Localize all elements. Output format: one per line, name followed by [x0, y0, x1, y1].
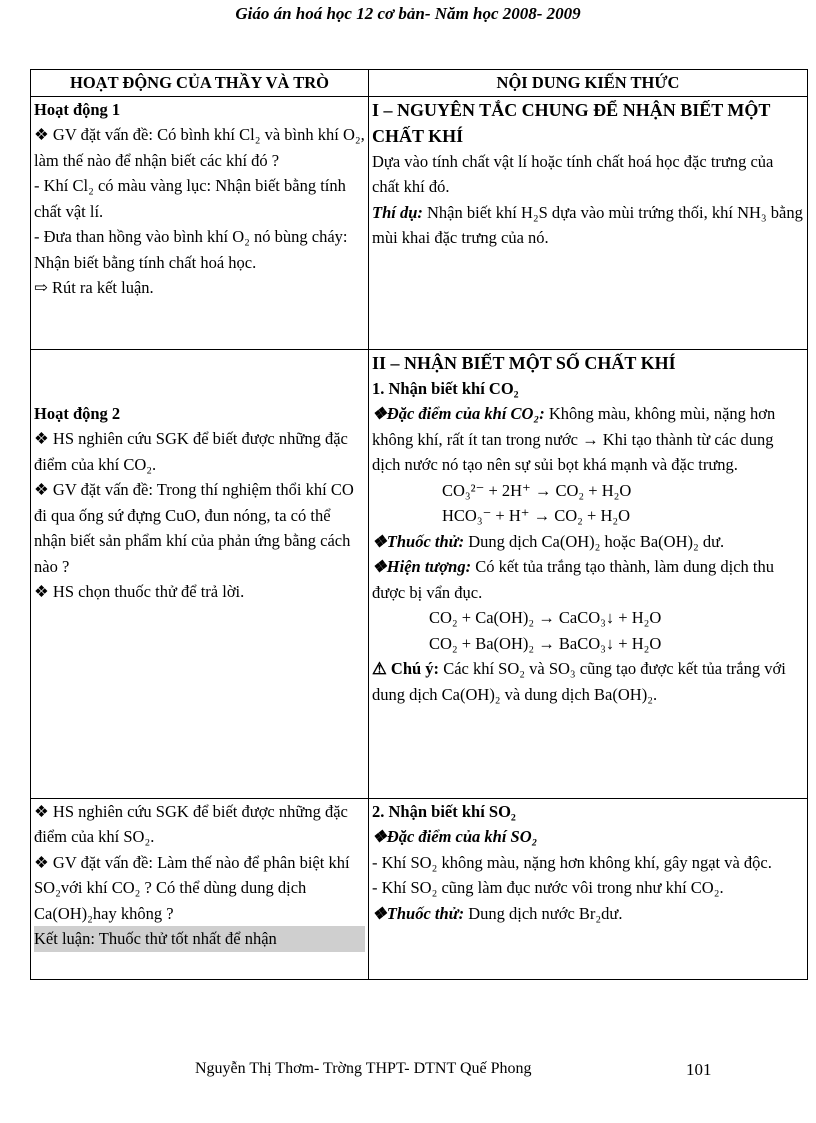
table-row — [31, 349, 808, 798]
so2-features-label: ❖Đặc điểm của khí SO₂ — [372, 827, 538, 846]
row1-left-line: ❖ GV đặt vấn đề: Có bình khí Cl₂ và bình khí O₂, làm thế nào để nhận biết các khí đó ? — [34, 125, 365, 170]
reagent-label: ❖Thuốc thử: — [372, 531, 465, 551]
features-text: Không màu, không mùi, nặng hơn không khí, rất ít tan trong nước → Khi tạo thành từ các dung dịch nước nó tạo nên sự sủi bọt khá mạnh và đặc trưng. — [372, 404, 776, 474]
equation: CO₂ + Ba(OH)₂ → BaCO₃↓ + H₂O — [429, 633, 662, 653]
phenomenon-label: ❖Hiện tượng: — [372, 557, 472, 576]
example-text: Nhận biết khí H₂S dựa vào mùi trứng thối, khí NH₃ bằng mùi khai đặc trưng của nó. — [372, 202, 803, 247]
so2-line: - Khí SO₂ cũng làm đục nước vôi trong như khí CO₂. — [372, 878, 724, 897]
lesson-table — [30, 69, 808, 980]
row3-right-cell — [369, 798, 808, 979]
row2-right-cell — [369, 349, 808, 798]
row1-left-cell — [31, 96, 369, 349]
co2-reagent — [372, 529, 804, 555]
page-header: Giáo án hoá học 12 cơ bản- Năm học 2008- 2009 — [235, 4, 581, 23]
spacer — [34, 350, 365, 401]
row2-left-line: ❖ HS chọn thuốc thử để trả lời. — [34, 582, 245, 601]
row3-left-cell — [31, 798, 369, 979]
subsection-so2-title: 2. Nhận biết khí SO₂ — [372, 801, 516, 821]
section-2-title: II – NHẬN BIẾT MỘT SỐ CHẤT KHÍ — [372, 352, 676, 373]
column-header-activities: HOẠT ĐỘNG CỦA THẦY VÀ TRÒ — [31, 70, 369, 97]
activity-1-title: Hoạt động 1 — [34, 99, 121, 119]
activity-2-title: Hoạt động 2 — [34, 403, 121, 423]
example-label: Thí dụ: — [372, 202, 423, 222]
so2-reagent — [372, 901, 804, 927]
row1-right-cell — [369, 96, 808, 349]
row1-left-line: - Đưa than hồng vào bình khí O₂ nó bùng cháy: Nhận biết bằng tính chất hoá học. — [34, 227, 348, 272]
note-label: ⚠ Chú ý: — [372, 659, 440, 678]
section-1-title: I – NGUYÊN TẮC CHUNG ĐỂ NHẬN BIẾT MỘT CHẤT KHÍ — [372, 99, 771, 146]
row1-right-paragraph: Dựa vào tính chất vật lí hoặc tính chất hoá học đặc trưng của chất khí đó. — [372, 151, 774, 196]
column-header-content: NỘI DUNG KIẾN THỨC — [369, 70, 808, 97]
equation: HCO₃⁻ + H⁺ → CO₂ + H₂O — [442, 506, 631, 525]
page-number: 101 — [686, 1060, 712, 1079]
row3-left-line: ❖ GV đặt vấn đề: Làm thế nào để phân biệt khí SO₂với khí CO₂ ? Có thể dùng dung dịch Ca(OH)₂hay không ? — [34, 852, 350, 923]
conclusion-highlight: Kết luận: Thuốc thử tốt nhất để nhận — [34, 926, 365, 952]
co2-phenomenon — [372, 554, 804, 605]
row1-left-line: - Khí Cl₂ có màu vàng lục: Nhận biết bằng tính chất vật lí. — [34, 176, 346, 221]
phenomenon-text: Có kết tủa trắng tạo thành, làm dung dịch thu được bị vẩn đục. — [372, 557, 774, 602]
page-footer: Nguyễn Thị Thơm- Trờng THPT- DTNT Quế Phong — [195, 1060, 532, 1077]
row2-left-line: ❖ HS nghiên cứu SGK để biết được những đặc điểm của khí CO₂. — [34, 429, 348, 474]
row1-left-line: ⇨ Rút ra kết luận. — [34, 278, 154, 297]
row2-left-cell — [31, 349, 369, 798]
row3-left-line: ❖ HS nghiên cứu SGK để biết được những đặc điểm của khí SO₂. — [34, 801, 348, 846]
example-paragraph — [372, 200, 804, 251]
table-row — [31, 96, 808, 349]
note-text: Các khí SO₂ và SO₃ cũng tạo được kết tủa trắng với dung dịch Ca(OH)₂ và dung dịch Ba(OH)₂. — [372, 659, 786, 704]
reagent-label: ❖Thuốc thử: — [372, 903, 465, 923]
equation: CO₂ + Ca(OH)₂ → CaCO₃↓ + H₂O — [429, 608, 662, 627]
subsection-co2-title: 1. Nhận biết khí CO₂ — [372, 378, 519, 398]
co2-features — [372, 401, 804, 478]
co2-note — [372, 656, 804, 707]
row2-left-line: ❖ GV đặt vấn đề: Trong thí nghiệm thổi khí CO đi qua ống sứ đựng CuO, đun nóng, ta có thể nhận biết sản phẩm khí của phản ứng bằng cách nào ? — [34, 480, 354, 576]
reagent-text: Dung dịch Ca(OH)₂ hoặc Ba(OH)₂ dư. — [464, 531, 725, 551]
equation: CO₃²⁻ + 2H⁺ → CO₂ + H₂O — [442, 480, 632, 500]
reagent-text: Dung dịch nước Br₂dư. — [464, 903, 623, 923]
so2-line: - Khí SO₂ không màu, nặng hơn không khí, gây ngạt và độc. — [372, 852, 772, 872]
features-label: ❖Đặc điểm của khí CO₂: — [372, 404, 545, 423]
table-row — [31, 798, 808, 979]
table-header-row — [31, 70, 808, 97]
